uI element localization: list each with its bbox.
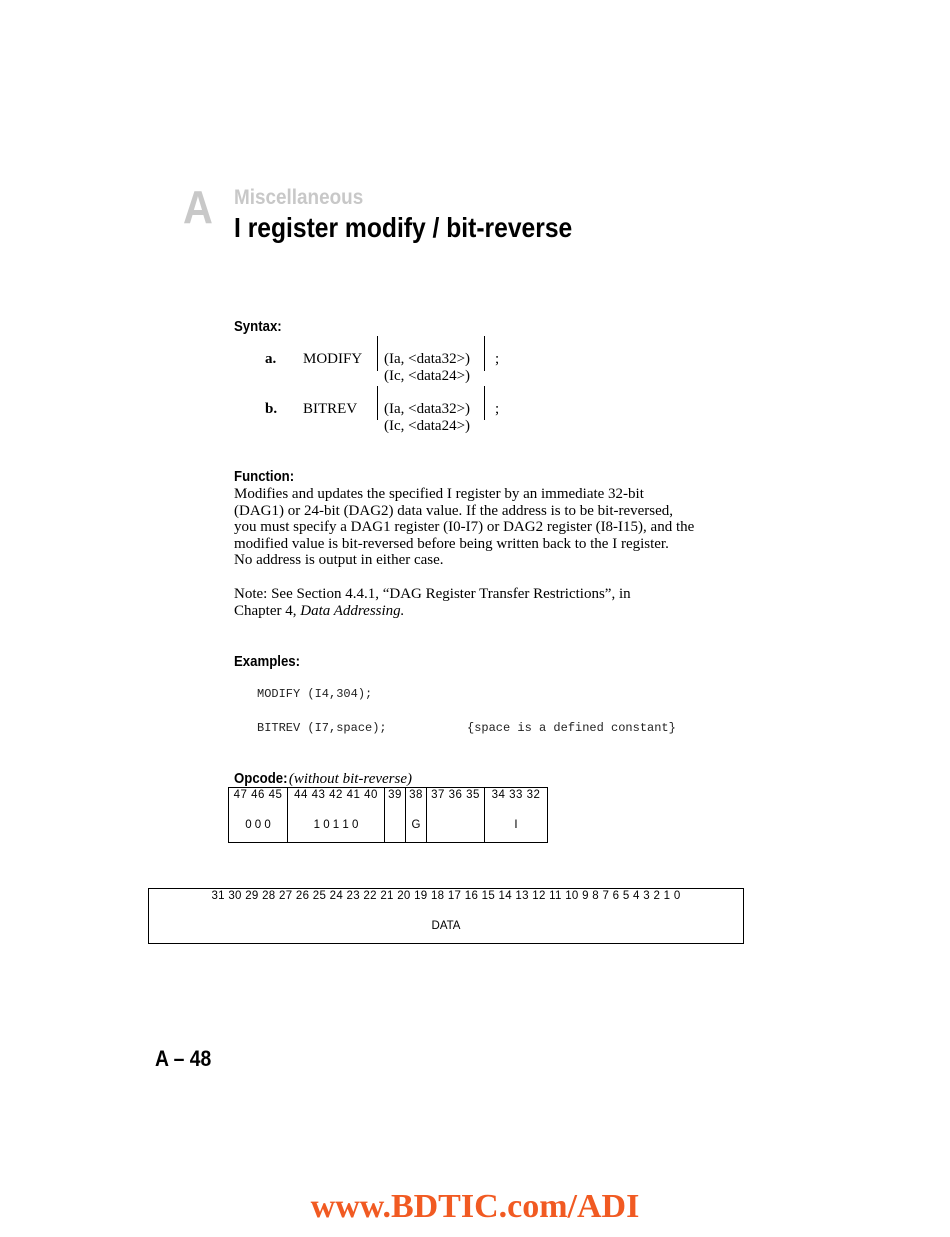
syntax-opt1-a: (Ia, <data32>) [384, 351, 471, 367]
field-value: G [411, 819, 421, 831]
field-bits: 38 [409, 789, 423, 801]
opcode-lower-table [148, 888, 744, 944]
field-bits: 31 30 29 28 27 26 25 24 23 22 21 20 19 18 17 16 15 14 13 12 11 10 9 8 7 6 5 4 3 2 1 0 [211, 890, 681, 902]
field-value: I [514, 819, 518, 831]
syntax-opt2-b: (Ic, <data24>) [384, 418, 471, 434]
opcode-field [406, 788, 427, 843]
section-label: Miscellaneous [234, 186, 364, 209]
syntax-heading: Syntax: [234, 318, 282, 335]
example-comment-2: {space is a defined constant} [467, 721, 676, 735]
function-line: No address is output in either case. [234, 552, 444, 568]
examples-heading: Examples: [234, 653, 301, 670]
opcode-field [288, 788, 385, 843]
example-code-1: MODIFY (I4,304); [257, 687, 373, 701]
note-line-2 [234, 603, 631, 620]
syntax-op-b: BITREV [303, 401, 358, 417]
opcode-data-field [149, 889, 744, 944]
function-line: modified value is bit-reversed before being written back to the I register. [234, 535, 669, 552]
field-bits: 37 36 35 [431, 789, 480, 801]
brace-right-b [484, 386, 485, 420]
opcode-upper-table [228, 787, 548, 843]
page-title: I register modify / bit-reverse [234, 212, 573, 243]
function-line: (DAG1) or 24-bit (DAG2) data value. If the address is to be bit-reversed, [234, 502, 674, 519]
field-bits: 34 33 32 [491, 789, 541, 801]
syntax-opt1-b: (Ia, <data32>) [384, 401, 471, 417]
note-chapter-link: Data Addressing. [300, 602, 405, 619]
syntax-label-a: a. [265, 351, 277, 367]
function-note [234, 586, 631, 619]
opcode-heading-row [234, 770, 412, 788]
note-line-1: Note: See Section 4.4.1, “DAG Register Transfer Restrictions”, in [234, 586, 631, 602]
function-description [234, 486, 694, 569]
syntax-op-a: MODIFY [303, 351, 363, 367]
example-code-2: BITREV (I7,space); [257, 721, 387, 735]
field-value: 0 0 0 [245, 819, 271, 831]
syntax-opt2-a: (Ic, <data24>) [384, 368, 471, 384]
brace-left-b [377, 386, 378, 420]
page-number: A – 48 [155, 1046, 212, 1071]
appendix-letter: A [183, 181, 213, 233]
function-line: you must specify a DAG1 register (I0-I7) or DAG2 register (I8-I15), and the [234, 519, 695, 535]
syntax-label-b: b. [265, 401, 278, 417]
watermark-link[interactable]: www.BDTIC.com/ADI [310, 1188, 640, 1225]
field-bits: 39 [388, 789, 402, 801]
function-line: Modifies and updates the specified I register by an immediate 32-bit [234, 486, 644, 502]
syntax-end-b: ; [495, 401, 500, 417]
field-value: 1 0 1 1 0 [313, 819, 359, 831]
field-bits: 44 43 42 41 40 [294, 789, 378, 801]
brace-right-a [484, 336, 485, 371]
opcode-field [485, 788, 548, 843]
opcode-qualifier: (without bit-reverse) [288, 771, 413, 787]
brace-left-a [377, 336, 378, 371]
opcode-field [385, 788, 406, 843]
opcode-field [427, 788, 485, 843]
field-value: DATA [431, 920, 461, 932]
field-bits: 47 46 45 [233, 789, 283, 801]
syntax-end-a: ; [495, 351, 500, 367]
note-prefix: Chapter 4, [234, 602, 301, 619]
opcode-heading: Opcode: [234, 770, 288, 787]
opcode-field [229, 788, 288, 843]
function-heading: Function: [234, 468, 295, 485]
